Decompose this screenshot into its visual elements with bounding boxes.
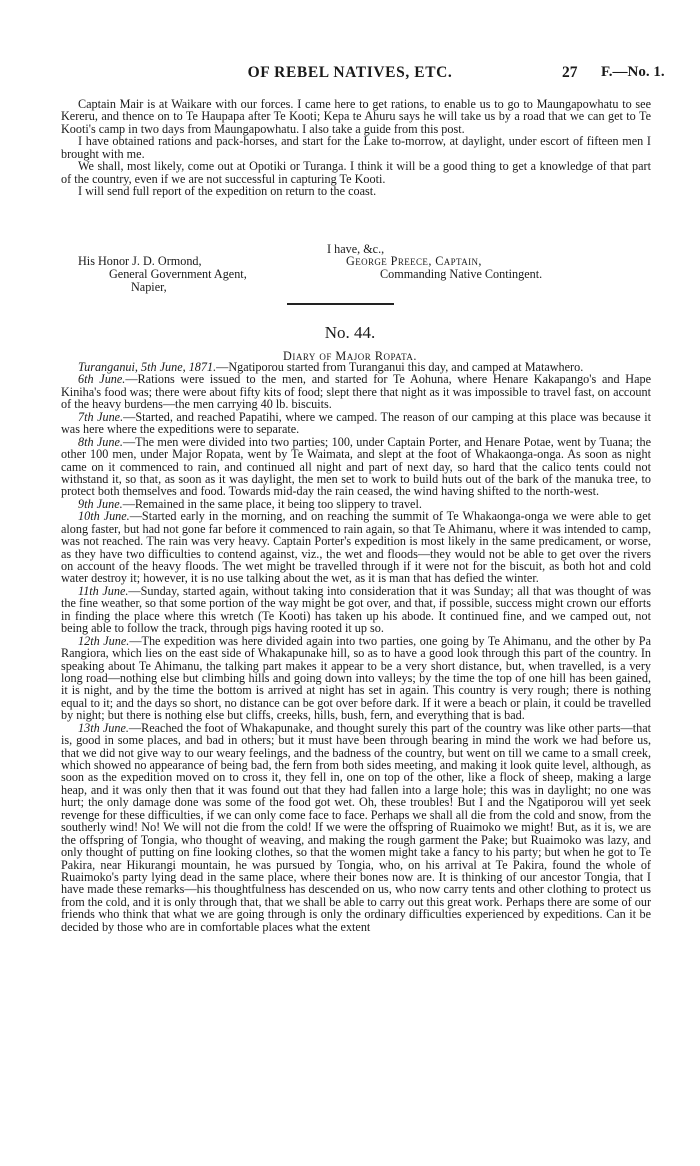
section-divider — [287, 303, 394, 305]
section-number: No. 44. — [324, 323, 376, 342]
document-reference: F.—No. 1. — [601, 64, 665, 80]
diary-entry-text: —The expedition was here divided again into two parties, one going by Te Ahimanu, and the other by Pa Rangiora, which lies on the east side of Whakapunake hill, so as to have a good look through this part of the country. In speaking about Te Ahimanu, the talking part makes it appear to be a very short distance, but, when travelled, is a very long road—nothing else but climbing hills and going down into valleys; by the time the top of one hill has been gained, it is night, and by the time the bottom is arrived at night has set in again. This country is very rough; there is nothing equal to it; and the days so short, no distance can be got over before dark. If it were a beach or plain, it could be travelled by night; but there is nothing else but cliffs, creeks, hills, bush, fern, and everything that is bad. — [61, 633, 651, 723]
diary-entry-text: —Reached the foot of Whakapunake, and thought surely this part of the country was like other parts—that is, good in some places, and bad in others; but it must have been through bearing in mind the work we had before us, that we did not give way to our weary feelings, and the badness of the country, but went on till we came to a small creek, which showed no appearance of being bad, the fern from both sides meeting, and making it look quite level, although, as soon as the expedition moved on to cross it, they fell in, one on top of the other, like a flock of sheep, making a large heap, and it was only then that it was found out that they had fallen into a large hole; this was in daylight; no one was hurt; the only damage done was some of the food got wet. Oh, these troubles! But I and the Ngatiporou will yet seek revenge for these difficulties, if we can only come face to face. Perhaps we shall all die from the cold and snow, from the southerly wind! No! We will not die from the cold! If we were the offspring of Ruaimoko we might! But, as it is, we are the offspring of Tongia, who thought of weaving, and making the rough garment the Pake; but Ruaimoko was lazy, and only thought of putting on fine looking clothes, so that the women might take a fancy to his party; but when he got to Te Pakira, near Hikurangi mountain, he was pursued by Tongia, who, on his arrival at Te Pakira, found the whole of Ruaimoko's party lying dead in the same place, where their bones now are. It is thinking of our ancestor Tongia, that I have made these remarks—his thoughtfulness has descended on us, who now carry tents and other clothing to protect us from the cold, and it is only through that, that we shall be able to carry out this great work. Perhaps there are some of our friends who think that what we are going through is only the ordinary difficulties experienced by expeditions. Can it be decided by those who are in comfortable places what the extent — [61, 720, 651, 934]
diary-entry — [61, 411, 651, 436]
letter-paragraph: I have obtained rations and pack-horses, and start for the Lake to-morrow, at daylight, under escort of fifteen men I brought with me. — [61, 134, 651, 161]
diary-entry-date: 11th June. — [78, 583, 129, 598]
diary-entry-date: 13th June. — [78, 720, 129, 735]
diary-entry-text: —Started, and reached Papatihi, where we camped. The reason of our camping at this place was because it was here where the expeditions were to separate. — [61, 409, 651, 437]
letter-body — [61, 98, 651, 198]
diary-entry-text: —Started early in the morning, and on reaching the summit of Te Whakaonga-onga we were able to get along faster, but had not gone far before it commenced to rain again, so that Te Ahimanu, where it was intended to camp, was not reached. The rain was very heavy. Captain Porter's expedition is most likely in the same predicament, or worse, as they have two difficulties to contend against, viz., the wet and floods—they would not be able to get over the rivers on account of the heavy floods. The wet might be travelled through if it were not for the biscuit, as both hot and cold water destroy it; however, it is no use talking about the wet, as it is man that has defied the winter. — [61, 509, 651, 586]
page-number: 27 — [562, 64, 578, 81]
diary-entry-date: 9th June. — [78, 496, 123, 511]
diary-entry-text: —The men were divided into two parties; 100, under Captain Porter, and Henare Potae, went by Tuana; the other 100 men, under Major Ropata, went by Te Waimata, and slept at the foot of Whakaonga-onga. As soon as night came on it commenced to rain, and continued all night and part of next day, so hard that the calico tents could not withstand it, so that, as soon as it was daylight, the men set to work to build huts out of the bark of the manuka tree, to protect both themselves and food. Towards mid-day the rain ceased, the wind having shifted to the north-west. — [61, 434, 651, 499]
diary-body — [61, 361, 651, 933]
diary-entry — [61, 585, 651, 635]
diary-entry-date: Turanganui, 5th June, 1871. — [78, 360, 217, 374]
diary-entry — [61, 722, 651, 933]
section-title: Diary of Major Ropata. — [283, 349, 417, 363]
signature-name: George Preece, Captain, — [346, 254, 482, 268]
diary-entry-date: 10th June. — [78, 509, 130, 524]
diary-entry-date: 6th June. — [78, 372, 126, 387]
recipient-location: Napier, — [131, 280, 167, 294]
diary-entry — [61, 373, 651, 410]
recipient-title: General Government Agent, — [109, 267, 247, 281]
diary-entry-date: 8th June. — [78, 434, 123, 449]
letter-closing: I have, &c., — [327, 242, 385, 256]
signature-title: Commanding Native Contingent. — [380, 267, 543, 281]
diary-entry — [61, 635, 651, 722]
diary-entry-text: —Ngatiporou started from Turanganui this day, and camped at Matawhero. — [216, 360, 584, 374]
letter-paragraph: Captain Mair is at Waikare with our forces. I came here to get rations, to enable us to go to Maungapowhatu to see Kereru, and thence on to Te Haupapa after Te Kooti; Kepa te Ahuru says he will take us by a road that we can get to Te Kooti's camp in two days from Maungapowhatu. I also take a guide from this post. — [61, 97, 651, 136]
diary-entry-text: —Rations were issued to the men, and started for Te Aohuna, where Henare Kakapango's and Hape Kiniha's food was; there were about fifty kits of food; slept there that night as it was impossible to travel fast, on account of the heavy burdens—the men carrying 40 lb. biscuits. — [61, 372, 651, 412]
diary-entry — [61, 436, 651, 498]
running-title: OF REBEL NATIVES, ETC. — [247, 64, 453, 81]
diary-entry — [61, 510, 651, 585]
recipient-name: His Honor J. D. Ormond, — [78, 254, 202, 268]
diary-entry-text: —Sunday, started again, without taking into consideration that it was Sunday; all that was thought of was the fine weather, so that some portion of the way might be got over, and that, if possible, success might crown our efforts in finding the place where this wretch (Te Kooti) has taken up his abode. It continued fine, and we camped out, not being able to follow the track, through pigs having rooted it up so. — [61, 583, 651, 636]
diary-entry-date: 12th June. — [78, 633, 130, 648]
diary-entry-text: —Remained in the same place, it being too slippery to travel. — [122, 496, 422, 511]
diary-entry-date: 7th June. — [78, 409, 124, 424]
letter-paragraph: We shall, most likely, come out at Opotiki or Turanga. I think it will be a good thing to get a knowledge of that part of the country, even if we are not successful in capturing Te Kooti. — [61, 159, 651, 186]
letter-paragraph: I will send full report of the expedition on return to the coast. — [78, 184, 377, 199]
